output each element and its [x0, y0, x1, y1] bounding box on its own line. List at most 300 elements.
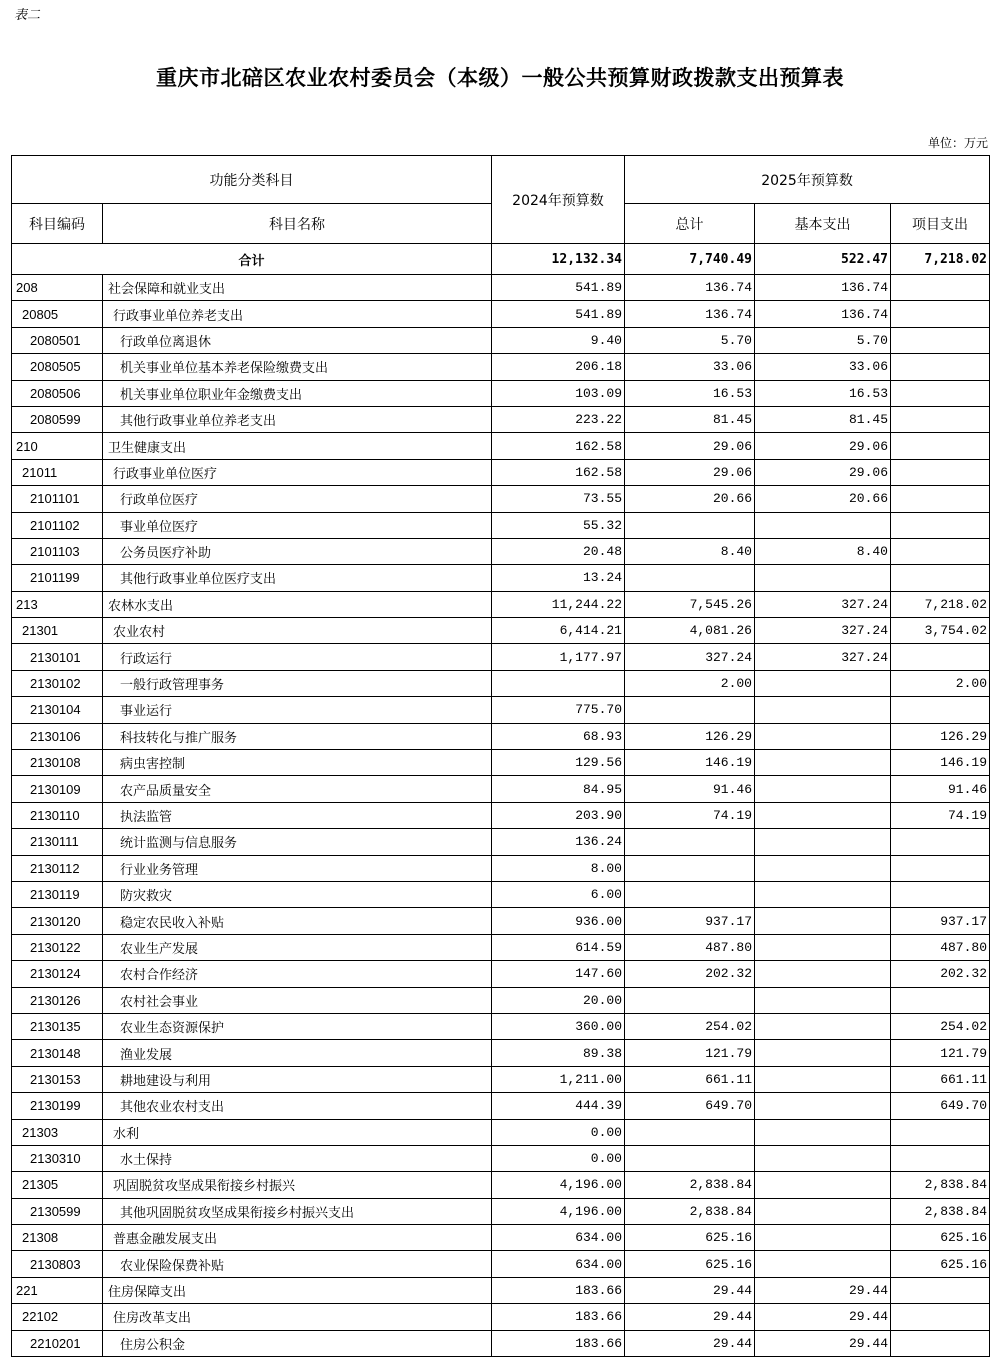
- row-name: 事业运行: [103, 697, 492, 723]
- row-name: 机关事业单位基本养老保险缴费支出: [103, 354, 492, 380]
- row-2025-basic: 29.06: [755, 433, 891, 459]
- row-2024-budget: 103.09: [492, 380, 625, 406]
- row-name: 病虫害控制: [103, 750, 492, 776]
- row-name: 稳定农民收入补贴: [103, 908, 492, 934]
- row-2025-project: [891, 406, 990, 432]
- table-row: [12, 1145, 990, 1171]
- row-code: 2130599: [12, 1198, 103, 1224]
- row-2024-budget: 4,196.00: [492, 1198, 625, 1224]
- row-2024-budget: 68.93: [492, 723, 625, 749]
- row-name: 行政事业单位养老支出: [103, 301, 492, 327]
- row-2025-basic: 29.44: [755, 1277, 891, 1303]
- row-code: 2130102: [12, 670, 103, 696]
- row-code: 2101103: [12, 538, 103, 564]
- row-2025-total: [625, 512, 755, 538]
- table-row: [12, 1251, 990, 1277]
- row-2025-basic: [755, 1040, 891, 1066]
- row-name: 住房改革支出: [103, 1304, 492, 1330]
- row-2025-total: 29.44: [625, 1277, 755, 1303]
- row-2024-budget: 162.58: [492, 433, 625, 459]
- row-name: 行政单位医疗: [103, 486, 492, 512]
- row-2025-basic: 5.70: [755, 327, 891, 353]
- table-row: [12, 855, 990, 881]
- row-name: 巩固脱贫攻坚成果衔接乡村振兴: [103, 1172, 492, 1198]
- table-row: [12, 1172, 990, 1198]
- table-row: [12, 1119, 990, 1145]
- row-name: 农业生态资源保护: [103, 1013, 492, 1039]
- total-2025-project: 7,218.02: [891, 244, 990, 275]
- row-code: 2130122: [12, 934, 103, 960]
- row-code: 2130110: [12, 802, 103, 828]
- row-code: 2130112: [12, 855, 103, 881]
- row-2025-total: 2,838.84: [625, 1172, 755, 1198]
- row-2025-basic: 16.53: [755, 380, 891, 406]
- row-2024-budget: 1,177.97: [492, 644, 625, 670]
- row-2025-basic: [755, 1145, 891, 1171]
- table-row: [12, 512, 990, 538]
- row-code: 2080506: [12, 380, 103, 406]
- row-2024-budget: 541.89: [492, 301, 625, 327]
- row-2025-total: [625, 697, 755, 723]
- row-2024-budget: 634.00: [492, 1251, 625, 1277]
- table-row: [12, 881, 990, 907]
- header-2025-budget: 2025年预算数: [625, 156, 990, 204]
- row-code: 2080599: [12, 406, 103, 432]
- unit-label: 单位：万元: [927, 136, 988, 150]
- table-row: [12, 327, 990, 353]
- row-2025-basic: [755, 829, 891, 855]
- table-row: [12, 275, 990, 301]
- row-name: 科技转化与推广服务: [103, 723, 492, 749]
- row-code: 21308: [12, 1225, 103, 1251]
- row-2025-project: 126.29: [891, 723, 990, 749]
- row-2025-total: [625, 829, 755, 855]
- row-2024-budget: 129.56: [492, 750, 625, 776]
- row-2024-budget: 206.18: [492, 354, 625, 380]
- row-name: 防灾救灾: [103, 881, 492, 907]
- row-2025-project: 91.46: [891, 776, 990, 802]
- row-2025-total: [625, 565, 755, 591]
- row-code: 2080501: [12, 327, 103, 353]
- row-2024-budget: 183.66: [492, 1277, 625, 1303]
- row-2024-budget: 0.00: [492, 1119, 625, 1145]
- row-name: 耕地建设与利用: [103, 1066, 492, 1092]
- table-row: [12, 670, 990, 696]
- row-code: 2101102: [12, 512, 103, 538]
- row-2025-basic: 327.24: [755, 591, 891, 617]
- row-2024-budget: 775.70: [492, 697, 625, 723]
- table-row: [12, 1013, 990, 1039]
- row-code: 2130124: [12, 961, 103, 987]
- row-2025-project: [891, 538, 990, 564]
- row-2025-project: [891, 697, 990, 723]
- row-2025-basic: [755, 961, 891, 987]
- row-2025-total: 74.19: [625, 802, 755, 828]
- row-2025-basic: [755, 1066, 891, 1092]
- row-2025-basic: [755, 697, 891, 723]
- row-2025-total: 2.00: [625, 670, 755, 696]
- table-row: [12, 697, 990, 723]
- row-2025-total: 8.40: [625, 538, 755, 564]
- row-2025-basic: [755, 1251, 891, 1277]
- row-2025-basic: 8.40: [755, 538, 891, 564]
- row-name: 农业农村: [103, 618, 492, 644]
- row-name: 卫生健康支出: [103, 433, 492, 459]
- table-row: [12, 618, 990, 644]
- table-row: [12, 1304, 990, 1330]
- row-2025-project: 487.80: [891, 934, 990, 960]
- row-2025-total: [625, 1119, 755, 1145]
- table-row: [12, 908, 990, 934]
- header-total: 总计: [625, 204, 755, 244]
- row-2025-project: 625.16: [891, 1225, 990, 1251]
- table-row: [12, 380, 990, 406]
- row-2025-basic: 20.66: [755, 486, 891, 512]
- row-2025-total: 146.19: [625, 750, 755, 776]
- row-code: 213: [12, 591, 103, 617]
- row-code: 2130135: [12, 1013, 103, 1039]
- row-2024-budget: 614.59: [492, 934, 625, 960]
- row-2024-budget: 162.58: [492, 459, 625, 485]
- row-2025-total: 2,838.84: [625, 1198, 755, 1224]
- table-row: [12, 406, 990, 432]
- row-2025-project: [891, 275, 990, 301]
- row-2025-basic: [755, 1119, 891, 1145]
- row-name: 行政事业单位医疗: [103, 459, 492, 485]
- row-2025-basic: 29.44: [755, 1304, 891, 1330]
- row-2025-project: [891, 829, 990, 855]
- row-code: 208: [12, 275, 103, 301]
- table-row: [12, 486, 990, 512]
- row-2024-budget: 11,244.22: [492, 591, 625, 617]
- row-2025-project: 3,754.02: [891, 618, 990, 644]
- header-subject-name: 科目名称: [103, 204, 492, 244]
- table-row: [12, 644, 990, 670]
- budget-table: [11, 155, 990, 1357]
- row-name: 其他巩固脱贫攻坚成果衔接乡村振兴支出: [103, 1198, 492, 1224]
- row-name: 机关事业单位职业年金缴费支出: [103, 380, 492, 406]
- row-code: 21303: [12, 1119, 103, 1145]
- row-2025-project: [891, 1119, 990, 1145]
- row-2024-budget: 9.40: [492, 327, 625, 353]
- row-2025-total: 661.11: [625, 1066, 755, 1092]
- row-2025-total: 91.46: [625, 776, 755, 802]
- row-name: 住房公积金: [103, 1330, 492, 1356]
- row-name: 其他农业农村支出: [103, 1093, 492, 1119]
- table-row: [12, 459, 990, 485]
- row-code: 2130104: [12, 697, 103, 723]
- row-name: 行政单位离退休: [103, 327, 492, 353]
- row-code: 2130101: [12, 644, 103, 670]
- row-2025-project: [891, 433, 990, 459]
- row-name: 统计监测与信息服务: [103, 829, 492, 855]
- table-row: [12, 1040, 990, 1066]
- row-name: 农村合作经济: [103, 961, 492, 987]
- row-name: 一般行政管理事务: [103, 670, 492, 696]
- table-row: [12, 961, 990, 987]
- row-2024-budget: 55.32: [492, 512, 625, 538]
- row-2025-basic: 327.24: [755, 644, 891, 670]
- row-code: 210: [12, 433, 103, 459]
- row-2025-basic: 29.44: [755, 1330, 891, 1356]
- row-2025-project: 74.19: [891, 802, 990, 828]
- row-2025-total: 29.44: [625, 1330, 755, 1356]
- row-2025-project: [891, 565, 990, 591]
- row-name: 住房保障支出: [103, 1277, 492, 1303]
- row-code: 2130106: [12, 723, 103, 749]
- row-2024-budget: [492, 670, 625, 696]
- row-code: 2130109: [12, 776, 103, 802]
- row-code: 2130119: [12, 881, 103, 907]
- row-2025-project: [891, 855, 990, 881]
- row-name: 渔业发展: [103, 1040, 492, 1066]
- row-2025-basic: [755, 1013, 891, 1039]
- row-2025-project: 121.79: [891, 1040, 990, 1066]
- row-2024-budget: 360.00: [492, 1013, 625, 1039]
- row-2025-total: 5.70: [625, 327, 755, 353]
- row-2025-basic: [755, 1225, 891, 1251]
- row-2025-basic: [755, 855, 891, 881]
- row-code: 2130120: [12, 908, 103, 934]
- row-2025-basic: [755, 1198, 891, 1224]
- table-row: [12, 987, 990, 1013]
- row-2025-project: [891, 301, 990, 327]
- row-2025-total: [625, 987, 755, 1013]
- header-basic-expenditure: 基本支出: [755, 204, 891, 244]
- header-project-expenditure: 项目支出: [891, 204, 990, 244]
- row-2025-project: [891, 354, 990, 380]
- row-2025-project: 2,838.84: [891, 1172, 990, 1198]
- table-row: [12, 433, 990, 459]
- header-subject-code: 科目编码: [12, 204, 103, 244]
- row-code: 20805: [12, 301, 103, 327]
- page-title: 重庆市北碚区农业农村委员会（本级）一般公共预算财政拨款支出预算表: [156, 66, 844, 90]
- header-2024-budget: 2024年预算数: [492, 156, 625, 244]
- row-2024-budget: 73.55: [492, 486, 625, 512]
- row-2024-budget: 20.48: [492, 538, 625, 564]
- row-2025-total: 254.02: [625, 1013, 755, 1039]
- row-2025-basic: [755, 750, 891, 776]
- row-code: 2210201: [12, 1330, 103, 1356]
- row-name: 普惠金融发展支出: [103, 1225, 492, 1251]
- row-code: 22102: [12, 1304, 103, 1330]
- row-2025-project: 146.19: [891, 750, 990, 776]
- row-2025-project: 2,838.84: [891, 1198, 990, 1224]
- row-2024-budget: 8.00: [492, 855, 625, 881]
- row-2025-basic: [755, 565, 891, 591]
- row-code: 2130803: [12, 1251, 103, 1277]
- row-name: 农业生产发展: [103, 934, 492, 960]
- row-2025-basic: [755, 1093, 891, 1119]
- row-2025-total: 121.79: [625, 1040, 755, 1066]
- row-2025-project: [891, 987, 990, 1013]
- table-row: [12, 565, 990, 591]
- row-2024-budget: 20.00: [492, 987, 625, 1013]
- row-2025-basic: 29.06: [755, 459, 891, 485]
- table-row: [12, 301, 990, 327]
- row-2025-basic: 33.06: [755, 354, 891, 380]
- row-2025-total: 7,545.26: [625, 591, 755, 617]
- row-code: 2101199: [12, 565, 103, 591]
- row-2025-total: 649.70: [625, 1093, 755, 1119]
- row-2025-basic: [755, 987, 891, 1013]
- row-2025-total: 487.80: [625, 934, 755, 960]
- row-2025-total: 625.16: [625, 1225, 755, 1251]
- row-2025-basic: [755, 881, 891, 907]
- row-code: 221: [12, 1277, 103, 1303]
- row-2025-basic: [755, 670, 891, 696]
- table-row: [12, 1066, 990, 1092]
- table-row: [12, 1198, 990, 1224]
- row-2025-total: [625, 881, 755, 907]
- row-2025-total: 29.06: [625, 459, 755, 485]
- row-2024-budget: 183.66: [492, 1304, 625, 1330]
- row-2025-total: 136.74: [625, 275, 755, 301]
- row-2025-total: 16.53: [625, 380, 755, 406]
- row-name: 水利: [103, 1119, 492, 1145]
- row-2025-total: 937.17: [625, 908, 755, 934]
- row-code: 21305: [12, 1172, 103, 1198]
- total-2025-basic: 522.47: [755, 244, 891, 275]
- row-name: 行业业务管理: [103, 855, 492, 881]
- row-2025-basic: 136.74: [755, 275, 891, 301]
- total-2024: 12,132.34: [492, 244, 625, 275]
- table-row: [12, 1225, 990, 1251]
- table-number-label: 表二: [14, 8, 41, 23]
- row-2025-total: [625, 855, 755, 881]
- row-code: 2130199: [12, 1093, 103, 1119]
- row-2024-budget: 936.00: [492, 908, 625, 934]
- table-row: [12, 1093, 990, 1119]
- row-2024-budget: 223.22: [492, 406, 625, 432]
- row-2024-budget: 147.60: [492, 961, 625, 987]
- row-2024-budget: 4,196.00: [492, 1172, 625, 1198]
- table-row: [12, 538, 990, 564]
- row-2025-basic: [755, 908, 891, 934]
- row-name: 行政运行: [103, 644, 492, 670]
- row-2025-project: [891, 644, 990, 670]
- total-2025-total: 7,740.49: [625, 244, 755, 275]
- row-2025-total: 136.74: [625, 301, 755, 327]
- row-2025-project: [891, 486, 990, 512]
- header-function-category: 功能分类科目: [12, 156, 492, 204]
- row-2025-total: 29.44: [625, 1304, 755, 1330]
- row-2025-project: [891, 459, 990, 485]
- row-2024-budget: 444.39: [492, 1093, 625, 1119]
- row-2024-budget: 634.00: [492, 1225, 625, 1251]
- table-row: [12, 1330, 990, 1356]
- row-name: 水土保持: [103, 1145, 492, 1171]
- row-name: 执法监管: [103, 802, 492, 828]
- table-row: [12, 829, 990, 855]
- row-2025-basic: [755, 802, 891, 828]
- row-2024-budget: 6,414.21: [492, 618, 625, 644]
- row-2024-budget: 6.00: [492, 881, 625, 907]
- table-row: [12, 750, 990, 776]
- row-2025-total: [625, 1145, 755, 1171]
- row-code: 2130126: [12, 987, 103, 1013]
- row-2025-total: 4,081.26: [625, 618, 755, 644]
- row-2024-budget: 136.24: [492, 829, 625, 855]
- row-2025-project: [891, 380, 990, 406]
- row-2024-budget: 13.24: [492, 565, 625, 591]
- row-code: 21011: [12, 459, 103, 485]
- row-code: 2101101: [12, 486, 103, 512]
- row-2025-total: 29.06: [625, 433, 755, 459]
- row-2025-basic: [755, 776, 891, 802]
- row-2025-project: 649.70: [891, 1093, 990, 1119]
- row-2024-budget: 541.89: [492, 275, 625, 301]
- row-2024-budget: 89.38: [492, 1040, 625, 1066]
- row-code: 2130310: [12, 1145, 103, 1171]
- row-2025-project: [891, 1304, 990, 1330]
- row-2024-budget: 203.90: [492, 802, 625, 828]
- row-name: 公务员医疗补助: [103, 538, 492, 564]
- row-2025-basic: [755, 723, 891, 749]
- row-2025-project: [891, 881, 990, 907]
- row-2025-total: 202.32: [625, 961, 755, 987]
- row-2025-total: 327.24: [625, 644, 755, 670]
- row-2024-budget: 1,211.00: [492, 1066, 625, 1092]
- row-2025-project: 202.32: [891, 961, 990, 987]
- row-2025-basic: 327.24: [755, 618, 891, 644]
- row-2025-project: 937.17: [891, 908, 990, 934]
- row-2024-budget: 0.00: [492, 1145, 625, 1171]
- row-name: 农村社会事业: [103, 987, 492, 1013]
- row-2025-project: 2.00: [891, 670, 990, 696]
- row-2025-basic: [755, 1172, 891, 1198]
- row-2024-budget: 183.66: [492, 1330, 625, 1356]
- row-2025-project: [891, 327, 990, 353]
- row-2025-project: 254.02: [891, 1013, 990, 1039]
- row-2024-budget: 84.95: [492, 776, 625, 802]
- total-row: [12, 244, 990, 275]
- row-2025-basic: [755, 934, 891, 960]
- row-code: 21301: [12, 618, 103, 644]
- row-code: 2130153: [12, 1066, 103, 1092]
- row-2025-basic: 136.74: [755, 301, 891, 327]
- table-row: [12, 723, 990, 749]
- row-2025-basic: 81.45: [755, 406, 891, 432]
- row-2025-project: [891, 512, 990, 538]
- row-2025-total: 20.66: [625, 486, 755, 512]
- row-2025-project: [891, 1277, 990, 1303]
- row-name: 事业单位医疗: [103, 512, 492, 538]
- row-2025-basic: [755, 512, 891, 538]
- row-name: 其他行政事业单位医疗支出: [103, 565, 492, 591]
- row-2025-total: 625.16: [625, 1251, 755, 1277]
- row-2025-total: 81.45: [625, 406, 755, 432]
- row-2025-project: 7,218.02: [891, 591, 990, 617]
- row-code: 2130148: [12, 1040, 103, 1066]
- table-row: [12, 1277, 990, 1303]
- table-row: [12, 802, 990, 828]
- total-label: 合计: [12, 244, 492, 275]
- row-name: 农林水支出: [103, 591, 492, 617]
- row-name: 农产品质量安全: [103, 776, 492, 802]
- table-row: [12, 591, 990, 617]
- row-2025-project: 625.16: [891, 1251, 990, 1277]
- row-name: 社会保障和就业支出: [103, 275, 492, 301]
- row-2025-project: [891, 1145, 990, 1171]
- table-row: [12, 934, 990, 960]
- row-code: 2130108: [12, 750, 103, 776]
- row-2025-total: 33.06: [625, 354, 755, 380]
- row-name: 其他行政事业单位养老支出: [103, 406, 492, 432]
- row-name: 农业保险保费补贴: [103, 1251, 492, 1277]
- row-code: 2130111: [12, 829, 103, 855]
- row-code: 2080505: [12, 354, 103, 380]
